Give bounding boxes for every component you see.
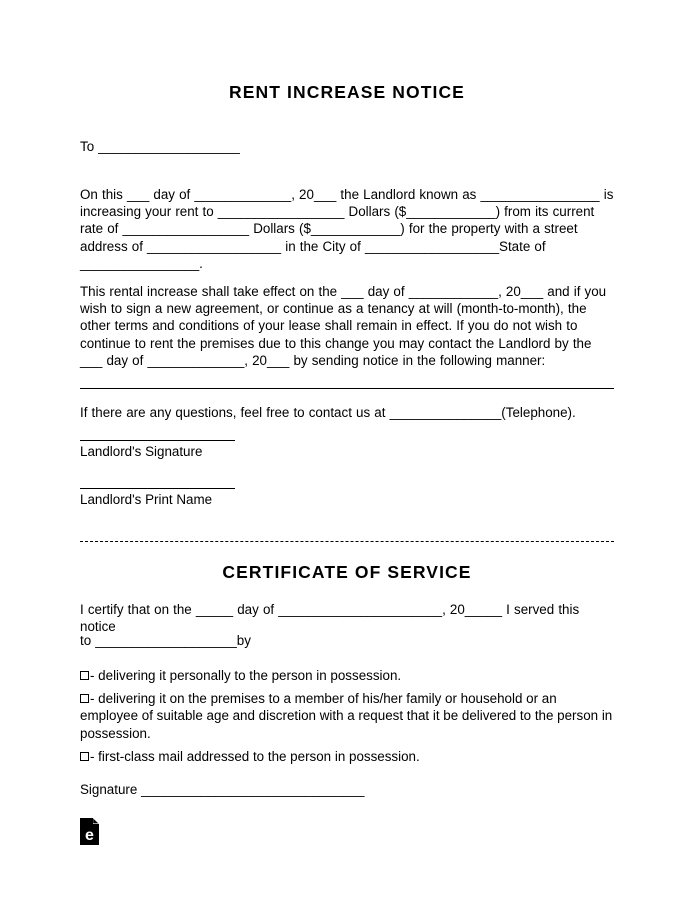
effective-date-paragraph: This rental increase shall take effect on the ___ day of ____________, 20___ and if you wish to sign a new agreement, or continue as a tenancy at will (month-to-month), the other terms and conditions of your lease shall remain in effect. If you do not wish to continue to rent the premises due to this change you may contact the Landlord by the ___ day of _____________, 20___ by sending notice in the following manner: — [80, 284, 607, 368]
service-option-text: - delivering it on the premises to a member of his/her family or household or an employee of suitable age and discretion with a request that it be delivered to the person in possession. — [80, 691, 613, 741]
certificate-line-1: I certify that on the _____ day of ______________________, 20_____ I served this notice — [80, 602, 580, 635]
landlord-print-name-block — [80, 488, 380, 508]
service-option-text: - first-class mail addressed to the person in possession. — [90, 748, 420, 764]
landlord-signature-label: Landlord's Signature — [80, 444, 203, 459]
certificate-line-2: to ___________________by — [80, 633, 251, 648]
certificate-signature-label: Signature — [80, 782, 138, 797]
landlord-print-name-label: Landlord's Print Name — [80, 492, 213, 507]
recipient-line — [80, 138, 614, 155]
section-divider — [80, 541, 614, 542]
service-method-list — [80, 667, 616, 765]
checkbox-icon[interactable] — [80, 694, 89, 703]
checkbox-icon[interactable] — [80, 752, 89, 761]
list-item — [80, 690, 616, 742]
certificate-signature-line — [80, 781, 480, 798]
recipient-label: To — [80, 139, 95, 154]
signature-rule — [80, 440, 235, 441]
notice-manner-blank-line — [80, 388, 614, 389]
certificate-title: CERTIFICATE OF SERVICE — [222, 562, 472, 582]
rent-increase-paragraph: On this ___ day of _____________, 20___ the Landlord known as ________________ is increasing your rent to _________________ Dollars ($____________) from its current rate of _________________ Dollars ($____________) for the property with a street address of __________________ in the City of __________________State of ________________. — [80, 187, 614, 271]
print-name-rule — [80, 488, 235, 489]
recipient-blank: ___________________ — [98, 139, 240, 154]
svg-text:e: e — [85, 827, 94, 844]
certificate-signature-blank: ______________________________ — [141, 782, 365, 797]
eforms-logo-icon — [80, 818, 100, 845]
service-option-text: - delivering it personally to the person in possession. — [90, 668, 402, 683]
contact-questions-line: If there are any questions, feel free to contact us at _______________(Telephone). — [80, 405, 576, 420]
list-item — [80, 667, 616, 684]
page-title: RENT INCREASE NOTICE — [229, 82, 465, 102]
landlord-signature-block — [80, 440, 380, 460]
list-item — [80, 748, 616, 765]
checkbox-icon[interactable] — [80, 671, 89, 680]
